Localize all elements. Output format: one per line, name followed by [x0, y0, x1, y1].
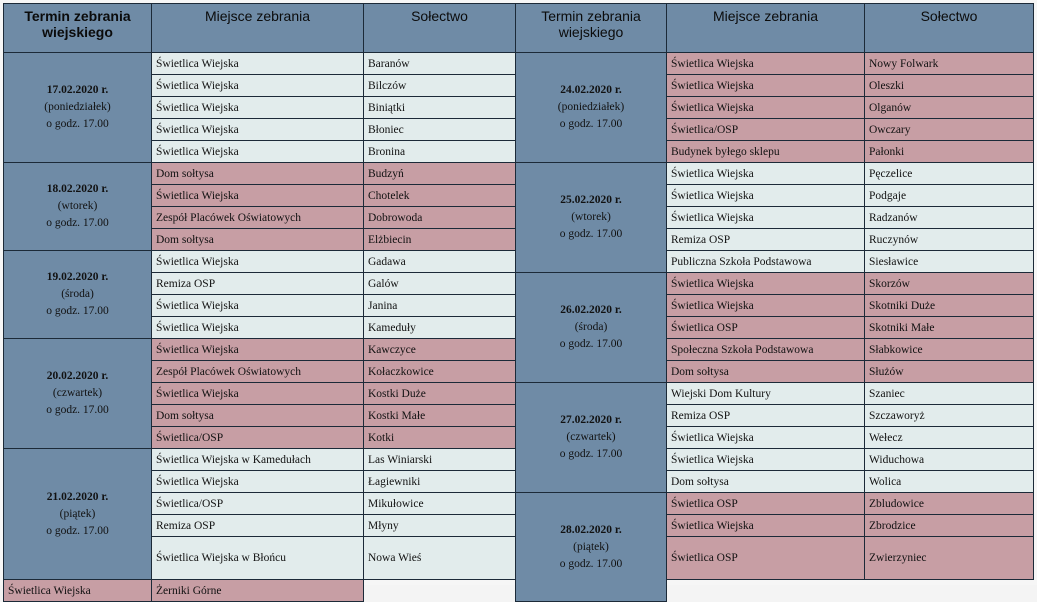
village-cell: Pałonki	[865, 141, 1034, 163]
meeting-date: 28.02.2020 r.	[560, 523, 622, 536]
meeting-place-cell: Dom sołtysa	[667, 361, 865, 383]
header-term-left	[4, 4, 152, 53]
meeting-term-cell	[516, 163, 667, 273]
village-cell: Kołaczkowice	[364, 361, 516, 383]
schedule-body	[4, 53, 1034, 602]
meeting-place-cell: Zespół Placówek Oświatowych	[152, 207, 364, 229]
meeting-time: o godz. 17.00	[46, 524, 109, 537]
meeting-term-cell	[4, 449, 152, 580]
village-cell: Podgaje	[865, 185, 1034, 207]
village-cell: Janina	[364, 295, 516, 317]
village-cell: Służów	[865, 361, 1034, 383]
meeting-place-cell: Świetlica Wiejska	[152, 471, 364, 493]
village-cell: Zbludowice	[865, 493, 1034, 515]
village-cell: Gadawa	[364, 251, 516, 273]
village-cell: Mikułowice	[364, 493, 516, 515]
village-cell: Skotniki Duże	[865, 295, 1034, 317]
meeting-time: o godz. 17.00	[559, 228, 623, 240]
header-village-left: Sołectwo	[364, 4, 516, 53]
meeting-weekday: (poniedziałek)	[44, 101, 111, 113]
village-cell: Szczaworyż	[865, 405, 1034, 427]
meeting-place-cell: Świetlica Wiejska	[152, 383, 364, 405]
table-row	[4, 493, 1034, 515]
meeting-place-cell: Świetlica OSP	[667, 493, 865, 515]
meeting-place-cell: Świetlica Wiejska	[667, 515, 865, 537]
meeting-date: 26.02.2020 r.	[560, 304, 622, 316]
meeting-place-cell: Świetlica Wiejska w Kamedułach	[152, 449, 364, 471]
meeting-weekday: (środa)	[574, 321, 608, 333]
meeting-weekday: (piątek)	[573, 540, 609, 553]
meeting-weekday: (wtorek)	[571, 211, 611, 223]
village-cell: Baranów	[364, 53, 516, 75]
village-cell: Słabkowice	[865, 339, 1034, 361]
meeting-place-cell: Dom sołtysa	[152, 229, 364, 251]
meeting-weekday: (środa)	[61, 288, 94, 300]
village-cell: Błoniec	[364, 119, 516, 141]
village-cell: Dobrowoda	[364, 207, 516, 229]
meeting-place-cell: Świetlica/OSP	[152, 493, 364, 515]
meeting-place-cell: Świetlica Wiejska	[152, 251, 364, 273]
village-cell: Ruczynów	[865, 229, 1034, 251]
village-cell: Galów	[364, 273, 516, 295]
village-cell: Biniątki	[364, 97, 516, 119]
meeting-place-cell: Świetlica Wiejska	[667, 163, 865, 185]
meeting-weekday: (poniedziałek)	[557, 101, 625, 113]
header-place-right: Miejsce zebrania	[667, 4, 865, 53]
village-cell: Nowa Wieś	[364, 537, 516, 580]
meeting-place-cell: Świetlica Wiejska	[152, 53, 364, 75]
header-place-left: Miejsce zebrania	[152, 4, 364, 53]
meeting-place-cell: Świetlica Wiejska	[152, 339, 364, 361]
meeting-place-cell: Dom sołtysa	[152, 163, 364, 185]
meeting-time: o godz. 17.00	[559, 338, 623, 350]
meeting-place-cell: Remiza OSP	[667, 405, 865, 427]
table-row	[4, 273, 1034, 295]
meeting-term-cell	[516, 493, 667, 602]
village-cell: Wełecz	[865, 427, 1034, 449]
meeting-date: 19.02.2020 r.	[46, 271, 109, 283]
header-term-line1: Termin zebrania	[541, 8, 641, 24]
village-cell: Łagiewniki	[364, 471, 516, 493]
meeting-time: o godz. 17.00	[46, 217, 109, 229]
meeting-date: 21.02.2020 r.	[46, 490, 109, 503]
meeting-term-cell	[4, 163, 152, 251]
meeting-date: 25.02.2020 r.	[560, 194, 622, 206]
village-cell: Bilczów	[364, 75, 516, 97]
meeting-date: 20.02.2020 r.	[46, 370, 109, 382]
meeting-place-cell: Świetlica Wiejska	[4, 580, 152, 602]
meeting-place-cell: Świetlica Wiejska	[152, 119, 364, 141]
meeting-place-cell: Świetlica Wiejska	[667, 427, 865, 449]
header-term-right	[516, 4, 667, 53]
village-cell: Olganów	[865, 97, 1034, 119]
meeting-time: o godz. 17.00	[46, 305, 109, 317]
meeting-term-cell	[516, 53, 667, 163]
meeting-place-cell: Świetlica Wiejska	[152, 75, 364, 97]
header-term-line2: wiejskiego	[558, 24, 624, 40]
meeting-place-cell: Świetlica Wiejska	[667, 207, 865, 229]
village-cell: Owczary	[865, 119, 1034, 141]
header-term-line1: Termin zebrania	[24, 8, 131, 24]
meeting-place-cell: Świetlica Wiejska	[667, 185, 865, 207]
meeting-place-cell: Świetlica Wiejska	[667, 449, 865, 471]
meeting-place-cell: Świetlica Wiejska	[152, 317, 364, 339]
table-row	[4, 163, 1034, 185]
village-cell: Młyny	[364, 515, 516, 537]
meeting-weekday: (czwartek)	[52, 387, 103, 399]
village-cell: Kostki Małe	[364, 405, 516, 427]
meeting-place-cell: Świetlica Wiejska	[152, 295, 364, 317]
village-cell: Bronina	[364, 141, 516, 163]
village-cell: Wolica	[865, 471, 1034, 493]
village-cell: Pęczelice	[865, 163, 1034, 185]
header-term-line2: wiejskiego	[42, 24, 113, 40]
meeting-place-cell: Świetlica Wiejska	[667, 295, 865, 317]
meeting-weekday: (czwartek)	[566, 431, 616, 443]
meeting-term-cell	[4, 53, 152, 163]
village-cell: Chotelek	[364, 185, 516, 207]
village-cell: Widuchowa	[865, 449, 1034, 471]
meeting-place-cell: Remiza OSP	[152, 515, 364, 537]
village-cell: Kawczyce	[364, 339, 516, 361]
village-cell: Oleszki	[865, 75, 1034, 97]
meeting-place-cell: Remiza OSP	[152, 273, 364, 295]
meeting-place-cell: Świetlica/OSP	[152, 427, 364, 449]
meeting-place-cell: Świetlica Wiejska	[152, 185, 364, 207]
meeting-place-cell: Dom sołtysa	[152, 405, 364, 427]
table-row	[4, 383, 1034, 405]
meeting-time: o godz. 17.00	[46, 118, 109, 130]
village-cell: Skotniki Małe	[865, 317, 1034, 339]
village-cell: Kameduły	[364, 317, 516, 339]
village-cell: Zbrodzice	[865, 515, 1034, 537]
meeting-place-cell: Świetlica Wiejska	[667, 75, 865, 97]
village-cell: Zwierzyniec	[865, 537, 1034, 580]
meeting-time: o godz. 17.00	[46, 404, 109, 416]
meeting-place-cell: Zespół Placówek Oświatowych	[152, 361, 364, 383]
meeting-place-cell: Świetlica OSP	[667, 317, 865, 339]
meeting-place-cell: Budynek byłego sklepu	[667, 141, 865, 163]
meeting-date: 24.02.2020 r.	[560, 84, 622, 96]
meeting-place-cell: Świetlica Wiejska	[667, 97, 865, 119]
meeting-time: o godz. 17.00	[559, 118, 623, 130]
village-cell: Żerniki Górne	[152, 580, 364, 602]
meeting-place-cell: Remiza OSP	[667, 229, 865, 251]
meeting-place-cell: Świetlica Wiejska	[152, 97, 364, 119]
header-village-right: Sołectwo	[865, 4, 1034, 53]
meeting-date: 27.02.2020 r.	[560, 414, 622, 426]
village-cell: Siesławice	[865, 251, 1034, 273]
meeting-place-cell: Wiejski Dom Kultury	[667, 383, 865, 405]
village-cell: Szaniec	[865, 383, 1034, 405]
meeting-term-cell	[516, 273, 667, 383]
village-cell: Budzyń	[364, 163, 516, 185]
meeting-place-cell: Świetlica/OSP	[667, 119, 865, 141]
village-cell: Las Winiarski	[364, 449, 516, 471]
meeting-place-cell: Świetlica Wiejska	[667, 53, 865, 75]
meeting-place-cell: Świetlica Wiejska	[667, 273, 865, 295]
meeting-place-cell: Społeczna Szkoła Podstawowa	[667, 339, 865, 361]
meeting-term-cell	[4, 251, 152, 339]
village-cell: Kostki Duże	[364, 383, 516, 405]
meeting-weekday: (wtorek)	[57, 200, 98, 212]
meeting-term-cell	[4, 339, 152, 449]
header-row	[4, 4, 1034, 53]
meeting-date: 17.02.2020 r.	[46, 84, 109, 96]
village-cell: Nowy Folwark	[865, 53, 1034, 75]
meeting-time: o godz. 17.00	[559, 448, 623, 460]
meeting-date: 18.02.2020 r.	[46, 183, 109, 195]
village-cell: Elżbiecin	[364, 229, 516, 251]
meeting-term-cell	[516, 383, 667, 493]
meeting-place-cell: Publiczna Szkoła Podstawowa	[667, 251, 865, 273]
meeting-place-cell: Świetlica Wiejska	[152, 141, 364, 163]
meeting-time: o godz. 17.00	[559, 557, 623, 570]
meeting-weekday: (piątek)	[59, 507, 96, 520]
village-cell: Skorzów	[865, 273, 1034, 295]
schedule-table	[3, 3, 1034, 602]
table-row	[4, 53, 1034, 75]
meeting-place-cell: Świetlica OSP	[667, 537, 865, 580]
meeting-place-cell: Dom sołtysa	[667, 471, 865, 493]
village-cell: Kotki	[364, 427, 516, 449]
meeting-place-cell: Świetlica Wiejska w Błońcu	[152, 537, 364, 580]
village-cell: Radzanów	[865, 207, 1034, 229]
